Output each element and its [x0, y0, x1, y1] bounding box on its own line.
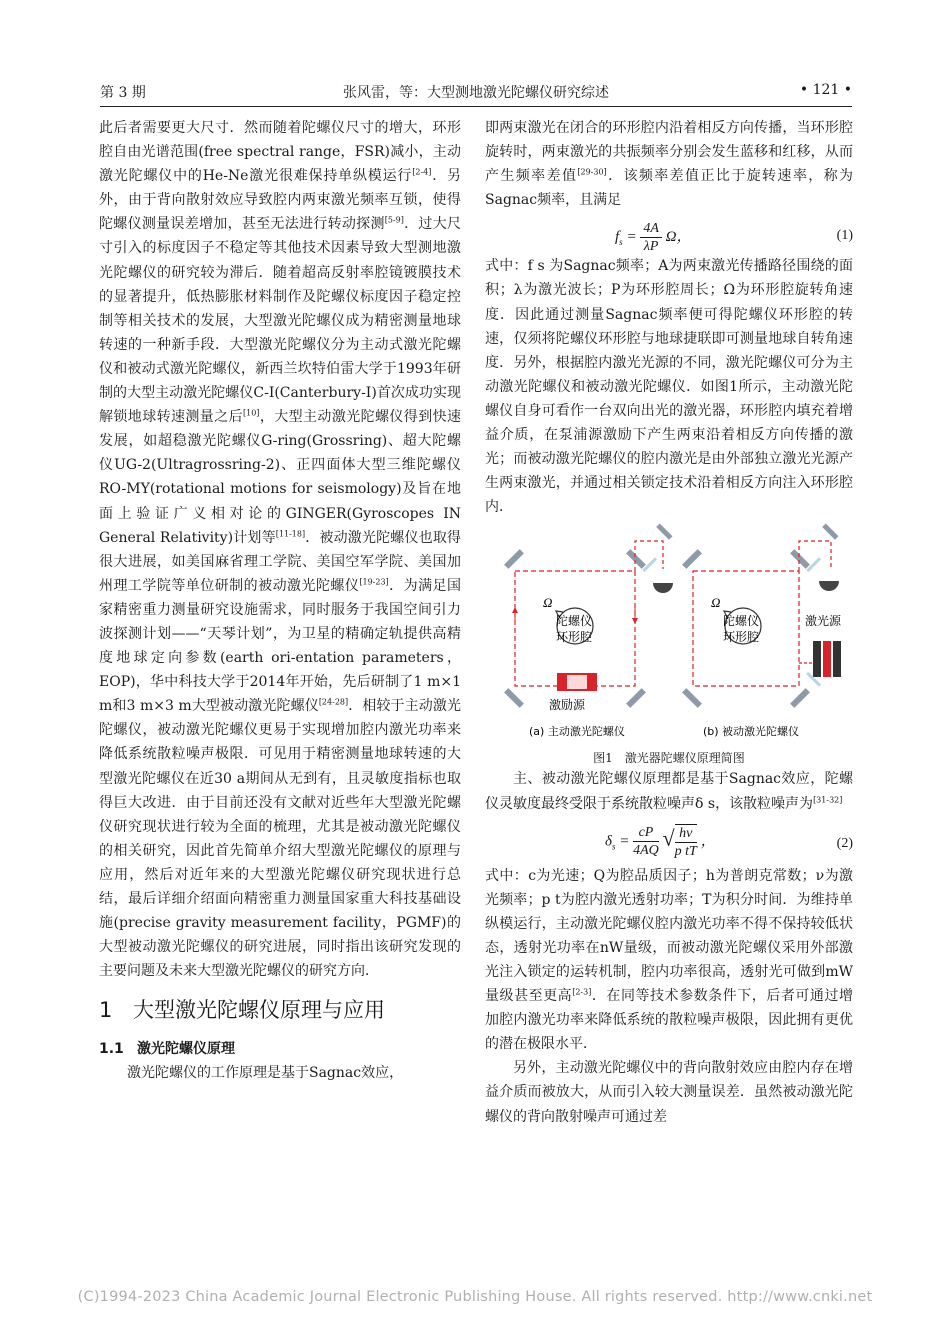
mirror	[790, 550, 810, 570]
laser-source-icon	[813, 641, 821, 677]
citation[interactable]: [29-30]	[577, 167, 607, 177]
subsection-title: 激光陀螺仪原理	[137, 1041, 235, 1058]
mirror	[626, 689, 646, 709]
mirror	[626, 550, 646, 570]
citation[interactable]: [24-28]	[318, 697, 349, 707]
subcaption-b: (b) 被动激光陀螺仪	[703, 725, 800, 739]
citation[interactable]: [10]	[243, 408, 260, 418]
omega-symbol: Ω	[711, 595, 721, 611]
figure-caption: 图1 激光器陀螺仪原理简图	[593, 751, 745, 766]
section-number: 1	[99, 998, 113, 1023]
issue-number: 第 3 期	[100, 85, 146, 101]
citation[interactable]: [5-9]	[384, 215, 404, 225]
subsection-number: 1.1	[99, 1041, 124, 1058]
citation[interactable]: [11-18]	[275, 528, 306, 538]
mirror	[822, 524, 838, 540]
figure-1	[485, 523, 853, 747]
laser-path	[515, 571, 635, 686]
mirror	[656, 524, 672, 540]
paragraph: 即两束激光在闭合的环形腔内沿着相反方向传播，当环形腔旋转时，两束激光的共振频率分别会发生蓝移和红移，从而产生频率差值[29-30]．该频率差值正比于旋转速率，称为Sagnac频率，且满足	[485, 120, 854, 209]
subsection-heading	[99, 1037, 461, 1061]
mirror	[504, 550, 524, 570]
equation-number: (2)	[836, 835, 853, 851]
paragraph: 式中：f s 为Sagnac频率；A为两束激光传播路径围绕的面积；λ为激光波长；P为环形腔周长；Ω为环形腔旋转角速度．因此通过测量Sagnac频率便可得陀螺仪环形腔的转速，仅须将陀螺仪环形腔与地球捷联即可测量地球自转角速度．另外，根据腔内激光光源的不同，激光陀螺仪可分为主动激光陀螺仪和被动激光陀螺仪．如图1所示，主动激光陀螺仪自身可看作一台双向出光的激光器，环形腔内填充着增益介质，在泵浦源激励下产生两束沿着相反方向传播的激光；而被动激光陀螺仪的腔内激光是由外部独立激光光源产生两束激光，并通过相关锁定技术沿着相反方向注入环形腔内．	[485, 258, 853, 516]
paragraph: 式中：c为光速；Q为腔品质因子；h为普朗克常数；ν为激光频率；p t为腔内激光透射功率；T为积分时间．为维持单纵模运行，主动激光陀螺仪腔内激光功率不得不保持较低状态，透射光功率在nW量级，而被动激光陀螺仪采用外部激光注入锁定的运转机制，腔内功率很高，透射光可做到mW量级甚至更高[2-3]．在同等技术参数条件下，后者可通过增加腔内激光功率来降低系统的散粒噪声极限，因此拥有更优的潜在极限水平．	[485, 867, 853, 1053]
omega-symbol: Ω	[543, 595, 553, 611]
right-column	[485, 116, 853, 1129]
gyroscope-diagram	[485, 523, 853, 747]
paragraph: 激光陀螺仪的工作原理是基于Sagnac效应，	[127, 1065, 404, 1082]
laser-source-label: 激光源	[805, 614, 842, 629]
paragraph: 主、被动激光陀螺仪原理都是基于Sagnac效应，陀螺仪灵敏度最终受限于系统散粒噪声δ s，该散粒噪声为[31-32]	[485, 771, 853, 812]
mirror	[682, 689, 702, 709]
citation[interactable]: [31-32]	[813, 794, 843, 804]
sqrt-fraction: $\frac{h\nu}{\text{p tT}}$	[674, 825, 697, 859]
cavity-label: 环形腔	[723, 630, 760, 645]
mirror	[790, 689, 810, 709]
citation[interactable]: [19-23]	[359, 577, 389, 587]
fraction: $\frac{cP}{4AQ}$	[633, 825, 659, 859]
cavity-label: 环形腔	[556, 630, 593, 645]
mirror	[504, 689, 524, 709]
fraction: $\frac{4A}{\lambda P}$	[640, 220, 662, 255]
running-header	[100, 80, 852, 107]
page-number: • 121 •	[799, 82, 852, 98]
cavity-label: 陀螺仪	[556, 614, 593, 629]
left-column	[99, 116, 461, 1086]
pump-label: 激励源	[549, 698, 586, 713]
subcaption-a: (a) 主动激光陀螺仪	[529, 725, 625, 739]
section-title: 大型激光陀螺仪原理与应用	[133, 998, 385, 1023]
citation[interactable]: [2-3]	[572, 987, 592, 997]
photodetector-icon	[653, 583, 673, 593]
equation-1: $f_s$ = $\frac{4A}{\lambda P}$ Ω， (1)	[615, 221, 853, 255]
equation-number: (1)	[836, 228, 853, 244]
laser-path	[693, 571, 799, 686]
paragraph: 此后者需要更大尺寸．然而随着陀螺仪尺寸的增大，环形腔自由光谱范围(free spectral range，FSR)减小，主动激光陀螺仪中的He-Ne激光很难保持单纵模运行[2-4]．另外，由于背向散射效应导致腔内两束激光频率互锁，使得陀螺仪测量误差增加，甚至无法进行转动探测[5-9]．过大尺寸引入的标度因子不稳定等其他技术因素导致大型测地激光陀螺仪的研究较为滞后．随着超高反射率腔镜镀膜技术的显著提升，低热膨胀材料制作及陀螺仪标度因子稳定控制等相关技术的发展，大型激光陀螺仪成为精密测量地球转速的一种新手段．大型激光陀螺仪分为主动式激光陀螺仪和被动式激光陀螺仪，新西兰坎特伯雷大学于1993年研制的大型主动激光陀螺仪C-I(Canterbury-I)首次成功实现解锁地球转速测量之后[10]，大型主动激光陀螺仪得到快速发展，如超稳激光陀螺仪G-ring(Grossring)、超大陀螺仪UG-2(Ultragrossring-2)、正四面体大型三维陀螺仪RO-MY(rotational motions for seismology)及旨在地面上验证广义相对论的GINGER(Gyroscopes IN General Relativity)计划等[11-18]．被动激光陀螺仪也取得很大进展，如美国麻省理工学院、美国空军学院、美国加州理工学院等单位研制的被动激光陀螺仪[19-23]．为满足国家精密重力测量研究设施需求，同时服务于我国空间引力波探测计划——“天琴计划”，为卫星的精确定轨提供高精度地球定向参数(earth ori-entation parameters，EOP)，华中科技大学于2014年开始，先后研制了1 m×1 m和3 m×3 m大型被动激光陀螺仪[24-28]．相较于主动激光陀螺仪，被动激光陀螺仪更易于实现增加腔内激光功率来降低系统散粒噪声极限．可见用于精密测量地球转速的大型激光陀螺仪在近30 a期间从无到有，且灵敏度指标也取得巨大改进．由于目前还没有文献对近些年大型激光陀螺仪研究现状进行较为全面的梳理，尤其是被动激光陀螺仪的相关研究，因此首先简单介绍大型激光陀螺仪的原理与应用，然后对近年来的大型激光陀螺仪研究现状进行总结，最后详细介绍面向精密重力测量国家重大科技基础设施(precise gravity measurement facility，PGMF)的大型被动激光陀螺仪的研究进展，同时指出该研究发现的主要问题及未来大型激光陀螺仪的研究方向．	[99, 120, 462, 980]
mirror	[682, 550, 702, 570]
citation[interactable]: [2-4]	[412, 167, 432, 177]
section-heading	[99, 995, 461, 1025]
cavity-label: 陀螺仪	[723, 614, 760, 629]
paragraph: 另外，主动激光陀螺仪中的背向散射效应由腔内存在增益介质而被放大，从而引入较大测量误差．虽然被动激光陀螺仪的背向散射噪声可通过差	[485, 1060, 853, 1125]
photodetector-icon	[819, 581, 839, 591]
copyright-footer: (C)1994-2023 China Academic Journal Electronic Publishing House. All rights reserved. http://www.cnki.net	[77, 1289, 873, 1305]
equation-2: $\delta_s$ = $\frac{cP}{4AQ}$ √ $\frac{h\nu}{\text{p tT}}$ ， (2)	[605, 825, 853, 859]
running-title: 张风雷，等：大型测地激光陀螺仪研究综述	[343, 85, 609, 101]
